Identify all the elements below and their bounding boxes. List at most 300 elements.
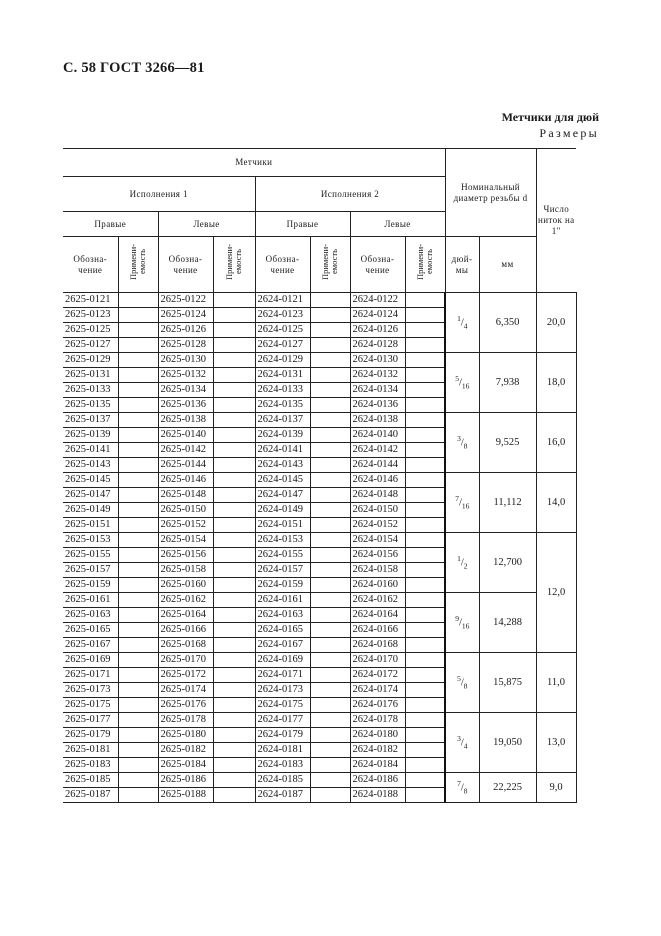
fraction-denominator: 4 xyxy=(463,741,468,751)
designation-cell: 2624-0170 xyxy=(350,653,405,668)
applicability-cell xyxy=(405,428,445,443)
designation-cell: 2624-0128 xyxy=(350,338,405,353)
designation-cell: 2625-0177 xyxy=(63,713,118,728)
designation-cell: 2624-0146 xyxy=(350,473,405,488)
applicability-cell xyxy=(213,308,255,323)
applicability-cell xyxy=(310,428,350,443)
applicability-cell xyxy=(118,308,158,323)
applicability-cell xyxy=(310,488,350,503)
designation-cell: 2624-0141 xyxy=(255,443,310,458)
header-primenyaemost-label: Примени- емость xyxy=(128,243,147,281)
applicability-cell xyxy=(118,293,158,308)
designation-cell: 2624-0127 xyxy=(255,338,310,353)
designation-cell: 2624-0121 xyxy=(255,293,310,308)
designation-cell: 2624-0174 xyxy=(350,683,405,698)
applicability-cell xyxy=(405,608,445,623)
applicability-cell xyxy=(310,593,350,608)
table-row xyxy=(63,773,599,788)
designation-cell: 2624-0153 xyxy=(255,533,310,548)
designation-cell: 2625-0130 xyxy=(158,353,213,368)
fraction-denominator: 8 xyxy=(463,441,468,451)
designation-cell: 2625-0152 xyxy=(158,518,213,533)
designation-cell: 2624-0140 xyxy=(350,428,405,443)
designation-cell: 2625-0163 xyxy=(63,608,118,623)
inch-fraction xyxy=(445,773,479,803)
designation-cell: 2625-0124 xyxy=(158,308,213,323)
designation-cell: 2625-0168 xyxy=(158,638,213,653)
applicability-cell xyxy=(310,653,350,668)
designation-cell: 2624-0169 xyxy=(255,653,310,668)
table-row xyxy=(63,413,599,428)
fraction-slash: / xyxy=(460,317,464,329)
applicability-cell xyxy=(118,728,158,743)
applicability-cell xyxy=(213,383,255,398)
designation-cell: 2624-0145 xyxy=(255,473,310,488)
designation-cell: 2625-0135 xyxy=(63,398,118,413)
diameter-mm: 9,525 xyxy=(479,413,536,473)
applicability-cell xyxy=(118,608,158,623)
applicability-cell xyxy=(310,353,350,368)
header-mm: мм xyxy=(479,237,536,293)
header-levye-1: Левые xyxy=(158,212,255,237)
designation-cell: 2624-0126 xyxy=(350,323,405,338)
applicability-cell xyxy=(118,518,158,533)
designation-cell: 2624-0150 xyxy=(350,503,405,518)
applicability-cell xyxy=(213,473,255,488)
applicability-cell xyxy=(118,713,158,728)
applicability-cell xyxy=(213,533,255,548)
applicability-cell xyxy=(213,743,255,758)
applicability-cell xyxy=(213,503,255,518)
designation-cell: 2625-0141 xyxy=(63,443,118,458)
inch-fraction xyxy=(445,293,479,353)
header-primenyaemost xyxy=(405,237,445,293)
diameter-mm: 12,700 xyxy=(479,533,536,593)
designation-cell: 2624-0132 xyxy=(350,368,405,383)
applicability-cell xyxy=(213,578,255,593)
header-metchiki: Метчики xyxy=(63,149,445,177)
designation-cell: 2625-0174 xyxy=(158,683,213,698)
designation-cell: 2625-0187 xyxy=(63,788,118,803)
header-dyuymy: дюй- мы xyxy=(445,237,479,293)
designation-cell: 2625-0185 xyxy=(63,773,118,788)
designation-cell: 2624-0159 xyxy=(255,578,310,593)
applicability-cell xyxy=(405,713,445,728)
applicability-cell xyxy=(213,458,255,473)
header-primenyaemost-label: Примени- емость xyxy=(224,243,243,281)
designation-cell: 2624-0182 xyxy=(350,743,405,758)
applicability-cell xyxy=(213,788,255,803)
table-row xyxy=(63,353,599,368)
designation-cell: 2624-0167 xyxy=(255,638,310,653)
designation-cell: 2625-0171 xyxy=(63,668,118,683)
inch-fraction xyxy=(445,353,479,413)
designation-cell: 2624-0180 xyxy=(350,728,405,743)
applicability-cell xyxy=(118,338,158,353)
designation-cell: 2624-0147 xyxy=(255,488,310,503)
table-row xyxy=(63,653,599,668)
designation-cell: 2624-0161 xyxy=(255,593,310,608)
applicability-cell xyxy=(310,293,350,308)
designation-cell: 2624-0175 xyxy=(255,698,310,713)
applicability-cell xyxy=(213,608,255,623)
applicability-cell xyxy=(310,413,350,428)
designation-cell: 2624-0185 xyxy=(255,773,310,788)
designation-cell: 2624-0144 xyxy=(350,458,405,473)
designation-cell: 2625-0188 xyxy=(158,788,213,803)
inch-fraction xyxy=(445,653,479,713)
fraction-numerator: 3 xyxy=(457,433,461,443)
applicability-cell xyxy=(310,383,350,398)
header-primenyaemost-label: Примени- емость xyxy=(415,243,435,281)
applicability-cell xyxy=(310,638,350,653)
applicability-cell xyxy=(405,728,445,743)
designation-cell: 2624-0123 xyxy=(255,308,310,323)
header-primenyaemost xyxy=(118,237,158,293)
applicability-cell xyxy=(118,788,158,803)
applicability-cell xyxy=(213,728,255,743)
header-nominal: Номинальный диаметр резьбы d xyxy=(445,149,536,237)
designation-cell: 2625-0157 xyxy=(63,563,118,578)
applicability-cell xyxy=(405,653,445,668)
designation-cell: 2624-0168 xyxy=(350,638,405,653)
applicability-cell xyxy=(405,638,445,653)
fraction-slash: / xyxy=(460,782,464,794)
designation-cell: 2624-0129 xyxy=(255,353,310,368)
designation-cell: 2625-0151 xyxy=(63,518,118,533)
applicability-cell xyxy=(405,578,445,593)
applicability-cell xyxy=(118,488,158,503)
applicability-cell xyxy=(118,503,158,518)
designation-cell: 2625-0121 xyxy=(63,293,118,308)
designation-cell: 2624-0155 xyxy=(255,548,310,563)
applicability-cell xyxy=(118,638,158,653)
applicability-cell xyxy=(405,458,445,473)
applicability-cell xyxy=(405,323,445,338)
applicability-cell xyxy=(310,698,350,713)
fraction-slash: / xyxy=(460,677,464,689)
designation-cell: 2624-0187 xyxy=(255,788,310,803)
applicability-cell xyxy=(213,413,255,428)
applicability-cell xyxy=(405,338,445,353)
applicability-cell xyxy=(405,758,445,773)
applicability-cell xyxy=(118,623,158,638)
table-row xyxy=(63,593,599,608)
applicability-cell xyxy=(405,683,445,698)
applicability-cell xyxy=(213,563,255,578)
inch-fraction xyxy=(445,533,479,593)
applicability-cell xyxy=(405,518,445,533)
designation-cell: 2625-0129 xyxy=(63,353,118,368)
designation-cell: 2625-0126 xyxy=(158,323,213,338)
applicability-cell xyxy=(310,443,350,458)
designation-cell: 2625-0145 xyxy=(63,473,118,488)
diameter-mm: 6,350 xyxy=(479,293,536,353)
designation-cell: 2625-0182 xyxy=(158,743,213,758)
designation-cell: 2624-0142 xyxy=(350,443,405,458)
header-isp2: Исполнения 2 xyxy=(255,177,445,212)
designation-cell: 2624-0165 xyxy=(255,623,310,638)
applicability-cell xyxy=(310,473,350,488)
designation-cell: 2625-0147 xyxy=(63,488,118,503)
fraction-denominator: 8 xyxy=(463,786,468,796)
applicability-cell xyxy=(118,323,158,338)
applicability-cell xyxy=(405,533,445,548)
designation-cell: 2625-0173 xyxy=(63,683,118,698)
applicability-cell xyxy=(405,488,445,503)
applicability-cell xyxy=(405,293,445,308)
applicability-cell xyxy=(405,368,445,383)
applicability-cell xyxy=(310,563,350,578)
designation-cell: 2624-0171 xyxy=(255,668,310,683)
fraction-denominator: 16 xyxy=(461,381,470,391)
designation-cell: 2624-0156 xyxy=(350,548,405,563)
designation-cell: 2624-0157 xyxy=(255,563,310,578)
applicability-cell xyxy=(405,563,445,578)
designation-cell: 2625-0131 xyxy=(63,368,118,383)
header-oboznachenie: Обозна- чение xyxy=(158,237,213,293)
applicability-cell xyxy=(310,308,350,323)
applicability-cell xyxy=(213,488,255,503)
designation-cell: 2624-0135 xyxy=(255,398,310,413)
designation-cell: 2624-0164 xyxy=(350,608,405,623)
designation-cell: 2625-0148 xyxy=(158,488,213,503)
table-row xyxy=(63,293,599,308)
designation-cell: 2624-0173 xyxy=(255,683,310,698)
applicability-cell xyxy=(310,338,350,353)
applicability-cell xyxy=(310,578,350,593)
designation-cell: 2624-0134 xyxy=(350,383,405,398)
designation-cell: 2625-0143 xyxy=(63,458,118,473)
designation-cell: 2624-0139 xyxy=(255,428,310,443)
designation-cell: 2625-0139 xyxy=(63,428,118,443)
designation-cell: 2624-0160 xyxy=(350,578,405,593)
applicability-cell xyxy=(118,668,158,683)
applicability-cell xyxy=(310,623,350,638)
designation-cell: 2624-0177 xyxy=(255,713,310,728)
fraction-denominator: 16 xyxy=(461,621,470,631)
designation-cell: 2625-0122 xyxy=(158,293,213,308)
designation-cell: 2625-0158 xyxy=(158,563,213,578)
designation-cell: 2625-0160 xyxy=(158,578,213,593)
applicability-cell xyxy=(310,503,350,518)
applicability-cell xyxy=(213,683,255,698)
designation-cell: 2625-0133 xyxy=(63,383,118,398)
designation-cell: 2625-0162 xyxy=(158,593,213,608)
applicability-cell xyxy=(310,608,350,623)
header-oboznachenie: Обозна- чение xyxy=(63,237,118,293)
designation-cell: 2625-0166 xyxy=(158,623,213,638)
applicability-cell xyxy=(118,398,158,413)
designation-cell: 2624-0178 xyxy=(350,713,405,728)
applicability-cell xyxy=(118,533,158,548)
designation-cell: 2624-0162 xyxy=(350,593,405,608)
header-pravye-2: Правые xyxy=(255,212,350,237)
fraction-numerator: 3 xyxy=(457,733,461,743)
fraction-numerator: 7 xyxy=(457,778,461,788)
threads-per-inch: 9,0 xyxy=(536,773,576,803)
header-primenyaemost xyxy=(213,237,255,293)
applicability-cell xyxy=(213,443,255,458)
designation-cell: 2625-0178 xyxy=(158,713,213,728)
applicability-cell xyxy=(118,353,158,368)
designation-cell: 2625-0144 xyxy=(158,458,213,473)
fraction-numerator: 1 xyxy=(457,313,461,323)
applicability-cell xyxy=(405,623,445,638)
applicability-cell xyxy=(213,548,255,563)
applicability-cell xyxy=(118,413,158,428)
designation-cell: 2624-0163 xyxy=(255,608,310,623)
designation-cell: 2625-0176 xyxy=(158,698,213,713)
applicability-cell xyxy=(213,638,255,653)
applicability-cell xyxy=(405,773,445,788)
inch-fraction xyxy=(445,413,479,473)
designation-cell: 2625-0154 xyxy=(158,533,213,548)
designation-cell: 2624-0179 xyxy=(255,728,310,743)
designation-cell: 2624-0137 xyxy=(255,413,310,428)
header-oboznachenie: Обозна- чение xyxy=(255,237,310,293)
applicability-cell xyxy=(118,368,158,383)
applicability-cell xyxy=(118,773,158,788)
applicability-cell xyxy=(118,653,158,668)
applicability-cell xyxy=(213,668,255,683)
applicability-cell xyxy=(310,548,350,563)
applicability-cell xyxy=(118,383,158,398)
header-isp1: Исполнения 1 xyxy=(63,177,255,212)
header-primenyaemost xyxy=(310,237,350,293)
applicability-cell xyxy=(310,398,350,413)
fraction-slash: / xyxy=(460,737,464,749)
designation-cell: 2625-0183 xyxy=(63,758,118,773)
applicability-cell xyxy=(310,368,350,383)
fraction-denominator: 8 xyxy=(463,681,468,691)
applicability-cell xyxy=(310,713,350,728)
applicability-cell xyxy=(118,458,158,473)
applicability-cell xyxy=(118,743,158,758)
designation-cell: 2625-0156 xyxy=(158,548,213,563)
designation-cell: 2624-0136 xyxy=(350,398,405,413)
diameter-mm: 22,225 xyxy=(479,773,536,803)
applicability-cell xyxy=(310,788,350,803)
table-row xyxy=(63,713,599,728)
table-row xyxy=(63,473,599,488)
designation-cell: 2625-0167 xyxy=(63,638,118,653)
designation-cell: 2624-0152 xyxy=(350,518,405,533)
applicability-cell xyxy=(213,338,255,353)
applicability-cell xyxy=(405,443,445,458)
fraction-denominator: 4 xyxy=(463,321,468,331)
applicability-cell xyxy=(213,428,255,443)
designation-cell: 2625-0172 xyxy=(158,668,213,683)
applicability-cell xyxy=(310,743,350,758)
applicability-cell xyxy=(213,653,255,668)
designation-cell: 2625-0140 xyxy=(158,428,213,443)
designation-cell: 2624-0176 xyxy=(350,698,405,713)
applicability-cell xyxy=(405,353,445,368)
designation-cell: 2624-0138 xyxy=(350,413,405,428)
designation-cell: 2624-0122 xyxy=(350,293,405,308)
applicability-cell xyxy=(213,593,255,608)
table-body xyxy=(63,293,599,803)
table-header xyxy=(63,149,599,293)
designation-cell: 2625-0149 xyxy=(63,503,118,518)
designation-cell: 2625-0136 xyxy=(158,398,213,413)
designation-cell: 2624-0149 xyxy=(255,503,310,518)
applicability-cell xyxy=(310,773,350,788)
designation-cell: 2624-0166 xyxy=(350,623,405,638)
designation-cell: 2625-0137 xyxy=(63,413,118,428)
applicability-cell xyxy=(405,473,445,488)
applicability-cell xyxy=(118,578,158,593)
applicability-cell xyxy=(213,698,255,713)
applicability-cell xyxy=(310,668,350,683)
designation-cell: 2625-0153 xyxy=(63,533,118,548)
applicability-cell xyxy=(310,728,350,743)
designation-cell: 2625-0181 xyxy=(63,743,118,758)
applicability-cell xyxy=(213,398,255,413)
inch-fraction xyxy=(445,473,479,533)
designation-cell: 2625-0150 xyxy=(158,503,213,518)
header-levye-2: Левые xyxy=(350,212,445,237)
designation-cell: 2625-0159 xyxy=(63,578,118,593)
designation-cell: 2625-0125 xyxy=(63,323,118,338)
designation-cell: 2625-0164 xyxy=(158,608,213,623)
designation-cell: 2624-0143 xyxy=(255,458,310,473)
inch-fraction xyxy=(445,713,479,773)
fraction-slash: / xyxy=(458,617,462,629)
applicability-cell xyxy=(118,758,158,773)
designation-cell: 2624-0186 xyxy=(350,773,405,788)
applicability-cell xyxy=(118,593,158,608)
designation-cell: 2625-0169 xyxy=(63,653,118,668)
designation-cell: 2625-0170 xyxy=(158,653,213,668)
applicability-cell xyxy=(118,473,158,488)
designation-cell: 2624-0125 xyxy=(255,323,310,338)
fraction-slash: / xyxy=(458,377,462,389)
applicability-cell xyxy=(405,398,445,413)
applicability-cell xyxy=(213,323,255,338)
designation-cell: 2625-0146 xyxy=(158,473,213,488)
fraction-numerator: 9 xyxy=(455,613,459,623)
designation-cell: 2624-0172 xyxy=(350,668,405,683)
applicability-cell xyxy=(213,713,255,728)
applicability-cell xyxy=(213,353,255,368)
designation-cell: 2624-0154 xyxy=(350,533,405,548)
designation-cell: 2624-0188 xyxy=(350,788,405,803)
applicability-cell xyxy=(213,368,255,383)
applicability-cell xyxy=(213,623,255,638)
applicability-cell xyxy=(310,683,350,698)
applicability-cell xyxy=(405,308,445,323)
designation-cell: 2625-0186 xyxy=(158,773,213,788)
fraction-denominator: 2 xyxy=(463,561,468,571)
applicability-cell xyxy=(405,668,445,683)
designation-cell: 2624-0151 xyxy=(255,518,310,533)
applicability-cell xyxy=(310,533,350,548)
applicability-cell xyxy=(310,323,350,338)
designation-cell: 2625-0175 xyxy=(63,698,118,713)
applicability-cell xyxy=(405,548,445,563)
diameter-mm: 11,112 xyxy=(479,473,536,533)
fraction-slash: / xyxy=(460,437,464,449)
applicability-cell xyxy=(118,683,158,698)
designation-cell: 2625-0134 xyxy=(158,383,213,398)
section-subtitle: Размеры xyxy=(539,126,599,140)
applicability-cell xyxy=(405,788,445,803)
applicability-cell xyxy=(118,428,158,443)
applicability-cell xyxy=(405,593,445,608)
designation-cell: 2625-0138 xyxy=(158,413,213,428)
